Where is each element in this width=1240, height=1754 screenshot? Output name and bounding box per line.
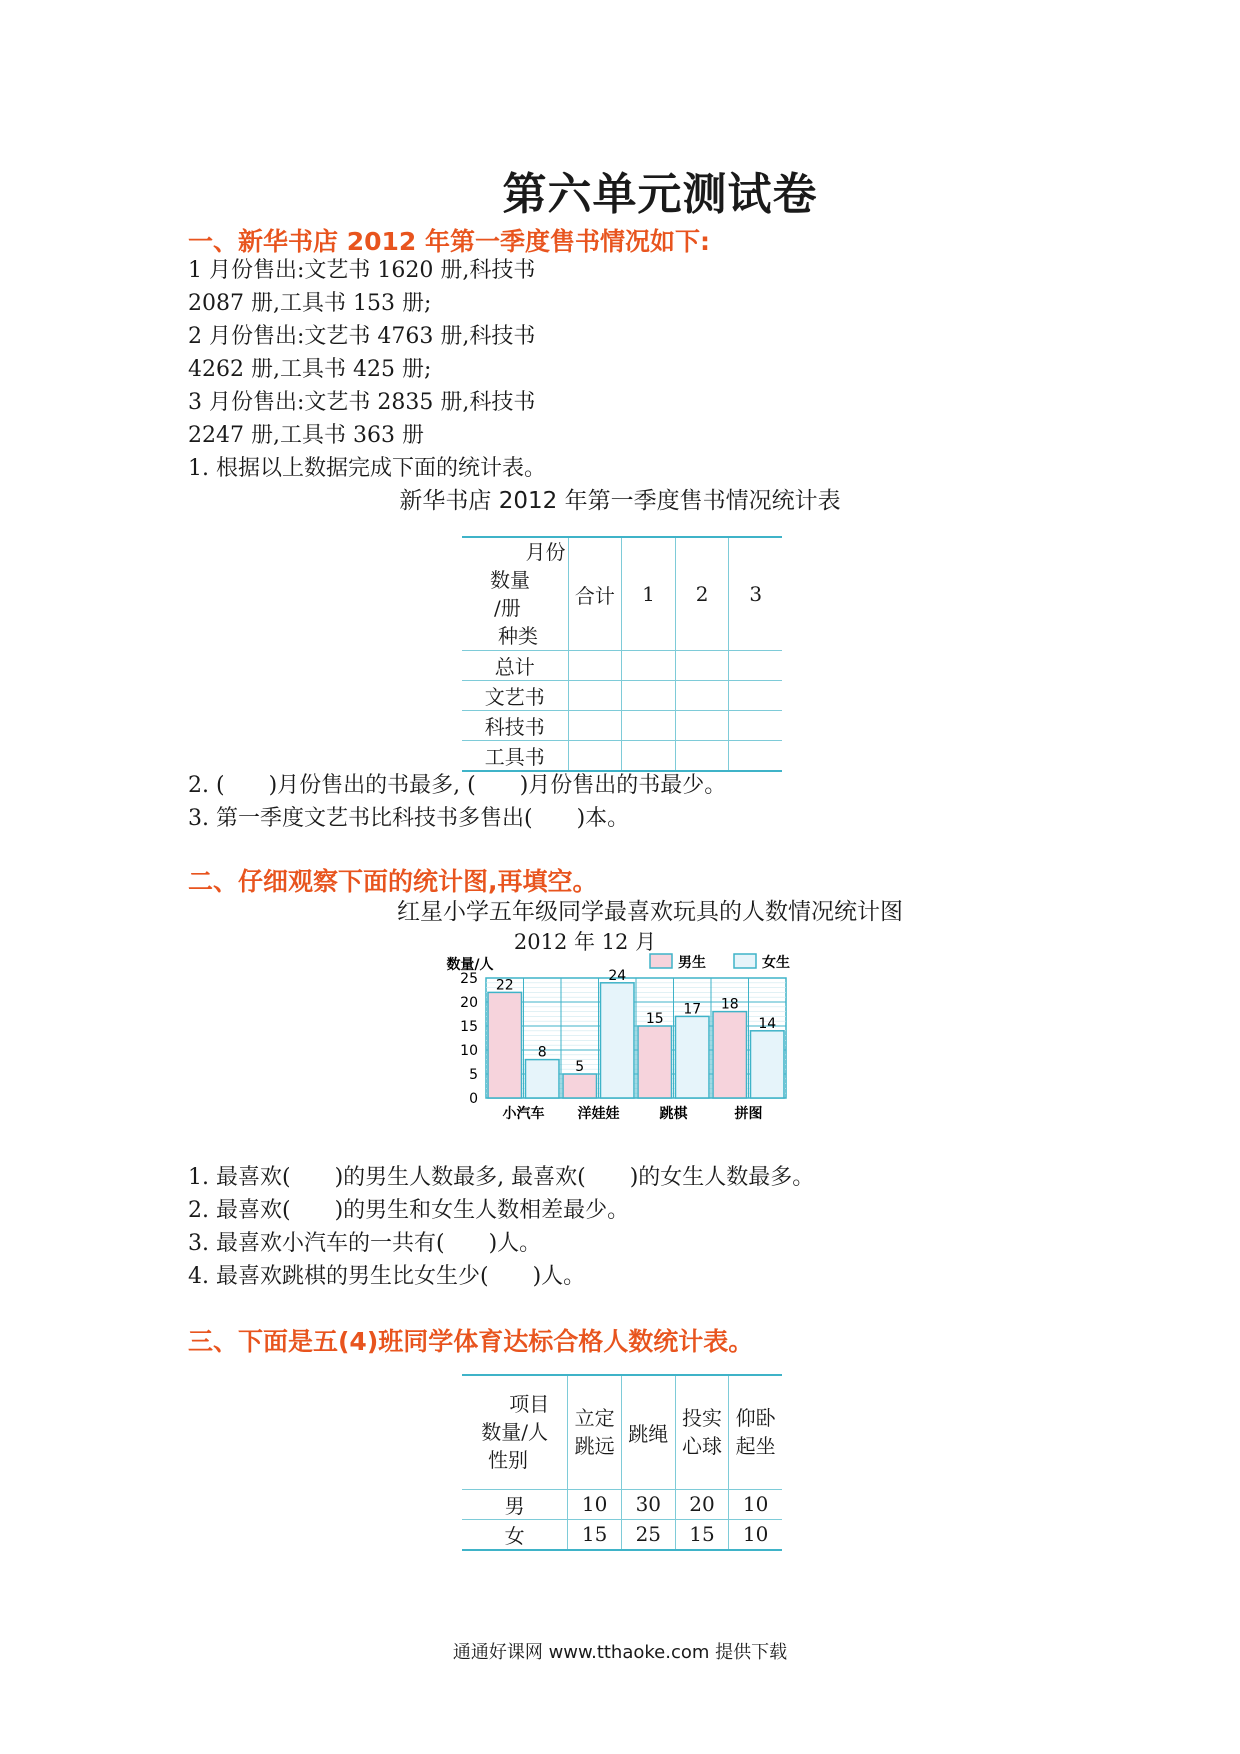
table-cell: 25	[621, 1519, 675, 1550]
blank-cell[interactable]	[568, 741, 622, 772]
x-category-label: 洋娃娃	[577, 1106, 620, 1122]
book-sales-table	[462, 536, 782, 772]
bar-value-label: 22	[495, 977, 514, 994]
section1-line: 2087 册,工具书 153 册;	[188, 291, 432, 316]
question-2-2: 2. 最喜欢( )的男生和女生人数相差最少。	[188, 1198, 630, 1223]
table1-corner-cell	[462, 537, 568, 651]
y-tick-label: 0	[469, 1091, 478, 1107]
column-header-shot-put	[675, 1375, 729, 1489]
blank-cell[interactable]	[568, 711, 622, 741]
fitness-table	[462, 1374, 782, 1551]
column-header-total: 合计	[568, 537, 622, 651]
bar-拼图-男生	[713, 1012, 747, 1098]
bar-value-label: 15	[645, 1011, 664, 1027]
row-header-science: 科技书	[462, 711, 568, 741]
blank-cell[interactable]	[675, 711, 729, 741]
page-title: 第六单元测试卷	[502, 169, 818, 220]
footer-credit: 通通好课网 www.tthaoke.com 提供下载	[452, 1642, 788, 1663]
bar-洋娃娃-女生	[601, 983, 635, 1098]
table-cell: 10	[568, 1489, 622, 1519]
section1-line: 3 月份售出:文艺书 2835 册,科技书	[188, 390, 536, 415]
question-2-3: 3. 最喜欢小汽车的一共有( )人。	[188, 1231, 542, 1256]
table-cell: 15	[675, 1519, 729, 1550]
corner-label-gender: 性别	[488, 1448, 528, 1473]
blank-cell[interactable]	[729, 711, 782, 741]
table1-title: 新华书店 2012 年第一季度售书情况统计表	[399, 488, 841, 514]
column-header-long-jump	[568, 1375, 622, 1489]
section1-line: 4262 册,工具书 425 册;	[188, 357, 432, 382]
corner-label-quantity: 数量	[490, 568, 530, 592]
y-tick-label: 10	[460, 1043, 478, 1059]
table-cell: 30	[621, 1489, 675, 1519]
bar-小汽车-男生	[488, 992, 522, 1098]
bar-跳棋-女生	[676, 1016, 710, 1098]
x-category-label: 跳棋	[659, 1106, 688, 1122]
y-tick-label: 20	[460, 995, 478, 1011]
row-header-literature: 文艺书	[462, 681, 568, 711]
table-cell: 15	[568, 1519, 622, 1550]
bar-value-label: 8	[537, 1044, 547, 1061]
row-header-tools: 工具书	[462, 741, 568, 772]
blank-cell[interactable]	[622, 651, 676, 681]
legend-label: 女生	[762, 955, 790, 971]
blank-cell[interactable]	[675, 681, 729, 711]
question-1-2: 2. ( )月份售出的书最多, ( )月份售出的书最少。	[188, 773, 727, 798]
bar-value-label: 14	[758, 1015, 777, 1032]
corner-label-month: 月份	[525, 540, 566, 564]
bar-value-label: 17	[683, 1001, 702, 1018]
question-2-4: 4. 最喜欢跳棋的男生比女生少( )人。	[188, 1264, 586, 1289]
legend-swatch-男生	[650, 954, 672, 968]
y-axis-label: 数量/人	[446, 957, 494, 973]
bar-拼图-女生	[751, 1031, 785, 1098]
column-header-line: 起坐	[735, 1434, 776, 1459]
bar-洋娃娃-男生	[563, 1074, 597, 1098]
y-tick-label: 5	[469, 1067, 478, 1083]
table-cell: 10	[729, 1489, 782, 1519]
column-header-line: 跳绳	[628, 1421, 669, 1446]
table-cell: 10	[729, 1519, 782, 1550]
y-tick-label: 25	[460, 971, 478, 987]
row-header-male: 男	[462, 1489, 568, 1519]
legend-label: 男生	[678, 955, 706, 971]
chart-subtitle: 2012 年 12 月	[513, 930, 657, 954]
blank-cell[interactable]	[729, 741, 782, 772]
column-header-line: 仰卧	[735, 1406, 776, 1431]
y-tick-label: 15	[460, 1019, 478, 1035]
chart-title: 红星小学五年级同学最喜欢玩具的人数情况统计图	[397, 899, 903, 925]
blank-cell[interactable]	[675, 651, 729, 681]
blank-cell[interactable]	[729, 651, 782, 681]
table3-corner-cell	[462, 1375, 568, 1489]
row-header-total: 总计	[462, 651, 568, 681]
blank-cell[interactable]	[729, 681, 782, 711]
x-category-label: 拼图	[734, 1106, 763, 1122]
column-header-month-3: 3	[729, 537, 782, 651]
column-header-line: 心球	[681, 1434, 722, 1459]
blank-cell[interactable]	[622, 711, 676, 741]
column-header-rope-skipping	[621, 1375, 675, 1489]
blank-cell[interactable]	[622, 681, 676, 711]
corner-label-unit: /册	[494, 596, 521, 620]
table-cell: 20	[675, 1489, 729, 1519]
column-header-line: 立定	[574, 1406, 615, 1431]
blank-cell[interactable]	[568, 651, 622, 681]
question-2-1: 1. 最喜欢( )的男生人数最多, 最喜欢( )的女生人数最多。	[188, 1165, 815, 1190]
section1-line: 2 月份售出:文艺书 4763 册,科技书	[188, 324, 536, 349]
column-header-line: 投实	[681, 1406, 722, 1431]
question-1-1: 1. 根据以上数据完成下面的统计表。	[188, 456, 546, 481]
question-1-3: 3. 第一季度文艺书比科技书多售出( )本。	[188, 806, 630, 831]
corner-label-item: 项目	[509, 1392, 550, 1417]
section1-line: 1 月份售出:文艺书 1620 册,科技书	[188, 258, 536, 283]
x-category-label: 小汽车	[502, 1106, 545, 1122]
section2-heading: 二、仔细观察下面的统计图,再填空。	[188, 867, 598, 896]
column-header-sit-ups	[729, 1375, 782, 1489]
corner-label-type: 种类	[498, 624, 538, 648]
bar-value-label: 24	[608, 967, 627, 984]
legend-swatch-女生	[734, 954, 756, 968]
blank-cell[interactable]	[568, 681, 622, 711]
section1-line: 2247 册,工具书 363 册	[188, 423, 424, 448]
column-header-month-2: 2	[675, 537, 729, 651]
corner-label-quantity: 数量/人	[481, 1420, 549, 1445]
toy-preference-bar-chart	[440, 950, 820, 1150]
column-header-month-1: 1	[622, 537, 676, 651]
section3-heading: 三、下面是五(4)班同学体育达标合格人数统计表。	[188, 1327, 754, 1356]
section1-heading: 一、新华书店 2012 年第一季度售书情况如下:	[188, 227, 710, 256]
bar-value-label: 5	[575, 1059, 585, 1075]
bar-小汽车-女生	[526, 1060, 560, 1098]
blank-cell[interactable]	[622, 741, 676, 772]
column-header-line: 跳远	[574, 1434, 615, 1459]
row-header-female: 女	[462, 1519, 568, 1550]
bar-跳棋-男生	[638, 1026, 672, 1098]
blank-cell[interactable]	[675, 741, 729, 772]
bar-value-label: 18	[720, 996, 739, 1013]
